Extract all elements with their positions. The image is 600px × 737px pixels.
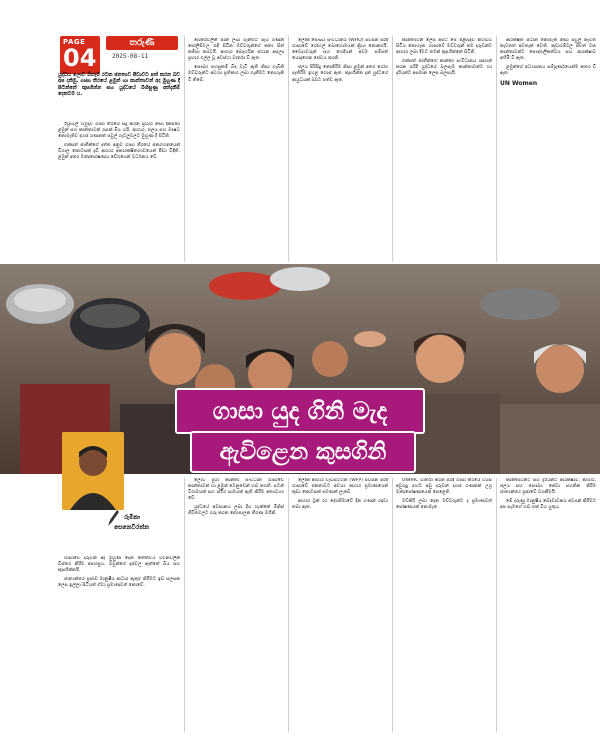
- paragraph: සෞඛ්‍ය පහසුකම් බිඳ වැටී ඇති නිසා ගැබිනි මව්වරුන්ට අවශ්‍ය ප්‍රතිකාර ලබා ගැනීමට නොහැකි වී තිබේ.: [188, 65, 284, 83]
- paragraph: කාන්තාවන්ට සහ දැරියන්ට ආරක්ෂාව, ආහාර, ජලය සහ සෞඛ්‍ය සේවා සහතික කිරීම ජාත්‍යන්තර ප්‍රජාවේ වගකීමයි.: [500, 478, 596, 496]
- paragraph: ජලය පිරිසිදු නොකිරීම නිසා ළමුන් අතර රෝග පැතිරීම ඉහළ ගොස් ඇත. කුසගින්න දැන් යුද්ධයේ ආයුධයක් බවට පත්ව ඇත.: [292, 65, 388, 83]
- lower-column-2: [188, 478, 284, 732]
- author-box: [60, 432, 172, 548]
- paragraph: ලෝක සෞඛ්‍ය සංවිධානය (WHO) පවසන පරිදි ගාසාවේ රෝහල් බොහොමයක් ක්‍රියා නොකරයි. වෛද්‍යවරුන් සහ හෙදියන් අවම සම්පත් යොදාගෙන සේවය කරති.: [292, 38, 388, 62]
- paragraph: ආහාර ට්‍රක් රථ දේශසීමාවේ දින ගණන් රඳවා තබා ඇත.: [292, 499, 388, 511]
- paragraph: එක්සත් ජාතීන්ගේ කාන්තා සංවිධානය සඳහන් කරන පරිදි යුද්ධයේ බලපෑම කාන්තාවන්ට හා දැරියන්ට අසමාන ලෙස බලපායි.: [396, 59, 492, 77]
- paragraph: ආරක්ෂිත ස්ථාන නොමැති නිසා පවුල් නැවත නැවතත් අවතැන් වෙති. කූඩාරම්වල ජීවත් වන කාන්තාවන්ට පෞද්ගලිකත්වය සහ ආරක්ෂාව අහිමි වී ඇත.: [500, 38, 596, 62]
- paragraph: කාන්තාවන් ලෙස අපට මේ පිළිබඳව නිහඬව සිටිය නොහැක. ගාසාවේ මව්වරුන් තම දරුවන්ට ආහාර ලබා දීමට තමන් කුසගින්නේ සිටිති.: [396, 38, 492, 56]
- upper-column-2: [188, 38, 284, 262]
- paragraph: ළමුන්ගේ අධ්‍යාපනය සම්පූර්ණයෙන්ම නතර වී ඇත.: [500, 65, 596, 77]
- author-portrait: [62, 432, 124, 510]
- lower-column-5: [500, 478, 596, 732]
- paragraph: එක්සත් ජාතීන්ගේ දත්ත අනුව ගාසා තීරයේ ජනගහනයෙන් විශාල කොටසක් දැඩි ආහාර අනාරක්ෂිතභාවයෙන් පීඩා විඳිති. ළමුන් අතර මන්දපෝෂණය වේගයෙන් වර්ධනය වේ.: [58, 143, 180, 161]
- paragraph: ගාසාවේ දරුවන් අද මුහුණ දෙන තත්ත්වය වචනවලින් විස්තර කිරීම අපහසුය. ඔවුන්ගේ දෑස්වල ඇත්තේ බිය සහ කුසගින්නයි.: [58, 556, 180, 574]
- upper-column-5: [500, 38, 596, 262]
- paragraph: යුද්ධයේ අවසානය ලබා දිය හැක්කේ මිනිස් ජීවිතවලට ගරු කරන දේශපාලන තීරණ මගිනි.: [188, 505, 284, 517]
- paragraph: UNHRC වාර්තා කරන පරිදි ගාසා තීරයේ වයස අවුරුදු පහට අඩු දරුවන් දහස් ගණනක් උග්‍ර මන්දපෝෂණයෙන් පෙළෙති.: [396, 478, 492, 496]
- paragraph: මේ දරුණු මානුෂීය ඛේදවාචකය අවසන් කිරීමට අප සැමගේ හඬ එක් විය යුතුය.: [500, 499, 596, 511]
- page-badge: [60, 36, 100, 74]
- paragraph: බේකරිවලින් පාන් ලබා ගැනීමට පැය ගණන් පෝලිම්වල රැඳී සිටින මව්වරුන්ගේ කතා සිත් කම්පා කරවයි. ආහාර බෙදාහරින ස්ථාන අසලද ප්‍රහාර එල්ල වූ අවස්ථා වාර්තා වී ඇත.: [188, 38, 284, 62]
- upper-column-1: [58, 122, 180, 262]
- lead-paragraph: යුද්ධය ලොව ඕනෑම රටක ජනතාව පීඩාවට පත් කරන බව අප දනිමු. ගාසා තීරයේ ළමුන් හා කාන්තාවන් අද මුහුණ දී සිටින්නේ කුසගින්න සහ යුද්ධයේ බිහිසුණු අත්දැකීම් දෙකටම ය.: [58, 72, 180, 98]
- lower-column-3: [292, 478, 388, 732]
- paragraph: මව්කිරි ලබා දෙන මව්වරුන්ට ද ප්‍රමාණවත් පෝෂණයක් නොමැත.: [396, 499, 492, 511]
- lower-column-1: [58, 556, 180, 732]
- page-label: PAGE: [63, 38, 86, 46]
- author-name-last: සෙනෙවිරත්න: [114, 524, 150, 531]
- paragraph: ජාත්‍යන්තර ප්‍රජාව මානුෂීය ආධාර ඇතුළු කිරීමට ඉඩ සලසන ලෙස ඉල්ලා සිටියත් ඒවා ප්‍රමාණවත් නොවේ.: [58, 577, 180, 589]
- paragraph: ලෝක ආහාර වැඩසටහන (WFP) පවසන පරිදි ගාසාවේ ජනතාවට අවශ්‍ය ආහාර ප්‍රමාණයෙන් කුඩා කොටසක් පමණක් ලැබේ.: [292, 478, 388, 496]
- author-name-first: රුමිකා: [124, 514, 141, 521]
- lower-column-4: [396, 478, 492, 732]
- headline-line-1: ගාසා යුද ගිනි මැද: [175, 388, 425, 434]
- issue-date: 2025-08-11: [112, 53, 149, 60]
- paragraph: ලොව පුරා කාන්තා සංවිධාන ගාසාවේ කාන්තාවන් හා ළමුන් වෙනුවෙන් හඬ නගති. සටන් විරාමයක් සහ ස්ථිර සාමයක් ඇති කිරීම අත්‍යවශ්‍ය වේ.: [188, 478, 284, 502]
- section-name: තරුණි: [106, 36, 178, 50]
- paragraph: ඊශ්‍රායල් හමුදාව ගාසා තීරයේ සිදු කරන ප්‍රහාර නිසා දිනපතා ළමුන් සහ කාන්තාවන් රැසක් මිය යයි. ආහාර, ජලය සහ ඖෂධ නොමැතිව දහස් ගණනක් පවුල් ගැටලුවලට මුහුණ දී සිටිති.: [58, 122, 180, 140]
- upper-column-3: [292, 38, 388, 262]
- upper-column-4: [396, 38, 492, 262]
- author-photo: [62, 432, 124, 510]
- un-women-label: UN Women: [500, 79, 538, 87]
- page-number: 04: [63, 44, 97, 72]
- headline-line-2: ඇවිළෙන කුසගිනි: [190, 431, 416, 473]
